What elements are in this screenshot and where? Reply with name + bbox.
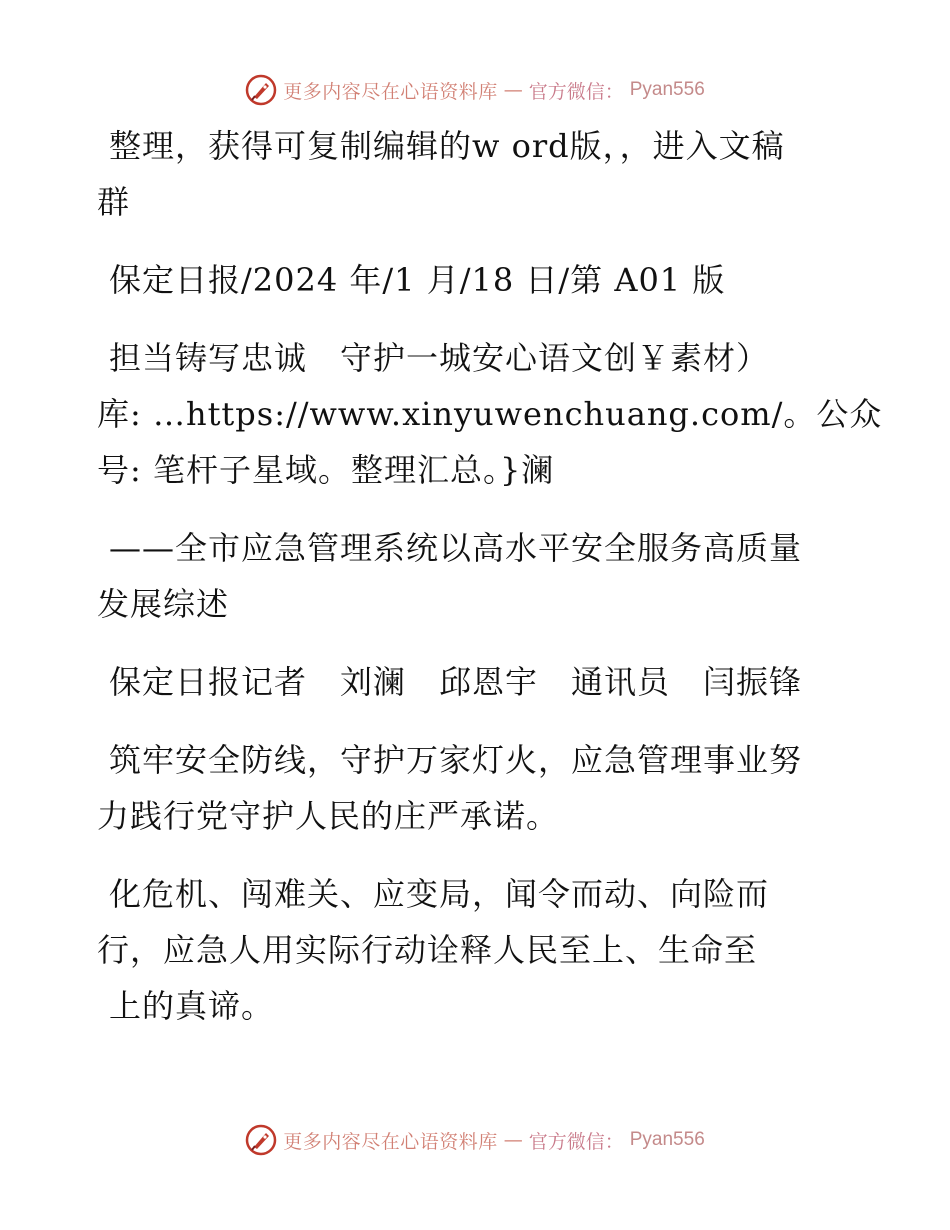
banner-separator: — [503, 79, 523, 101]
paragraph-line: 筑牢安全防线，守护万家灯火，应急管理事业努 [109, 741, 803, 779]
paragraph-line: ——全市应急管理系统以高水平安全服务高质量 [109, 529, 803, 567]
paragraph-line: 保定日报记者 刘澜 邱恩宇 通讯员 闫振锋 [109, 663, 803, 701]
banner-slogan: 更多内容尽在心语资料库 [283, 80, 498, 103]
paragraph-line: 群 [97, 183, 131, 221]
paragraph [97, 654, 837, 710]
paragraph [97, 732, 837, 844]
banner-wechat-id: Pyan556 [629, 79, 705, 100]
paragraph [97, 520, 837, 632]
paragraph-line: 整理，获得可复制编辑的w ord版，，进入文稿 [109, 127, 785, 165]
banner-separator: — [503, 1129, 523, 1151]
banner-wechat-label: 官方微信： [528, 80, 624, 103]
banner-slogan: 更多内容尽在心语资料库 [283, 1130, 498, 1153]
pen-nib-logo-icon [245, 1124, 277, 1156]
paragraph-line: 行，应急人用实际行动诠释人民至上、生命至 [97, 931, 758, 969]
pen-nib-logo-icon [245, 74, 277, 106]
paragraph [97, 252, 837, 308]
document-body [97, 118, 883, 1034]
paragraph-line: 库: …https://www.xinyuwenchuang.com/。公众 [97, 395, 883, 433]
paragraph-line: 发展综述 [97, 585, 230, 623]
paragraph-line: 上的真谛。 [109, 987, 275, 1025]
paragraph-line: 号: 笔杆子星域。整理汇总。}澜 [97, 451, 555, 489]
paragraph-line: 力践行党守护人民的庄严承诺。 [97, 797, 560, 835]
header-banner [0, 70, 950, 110]
paragraph [97, 330, 883, 498]
paragraph-line: 化危机、闯难关、应变局，闻令而动、向险而 [109, 875, 770, 913]
banner-wechat-label: 官方微信： [528, 1130, 624, 1153]
paragraph [97, 118, 837, 230]
paragraph-line: 担当铸写忠诚 守护一城安心语文创￥素材） [109, 339, 770, 377]
paragraph-line: 保定日报/2024 年/1 月/18 日/第 A01 版 [109, 261, 726, 299]
paragraph [97, 866, 837, 1034]
banner-wechat-id: Pyan556 [629, 1129, 705, 1150]
footer-banner [0, 1120, 950, 1160]
